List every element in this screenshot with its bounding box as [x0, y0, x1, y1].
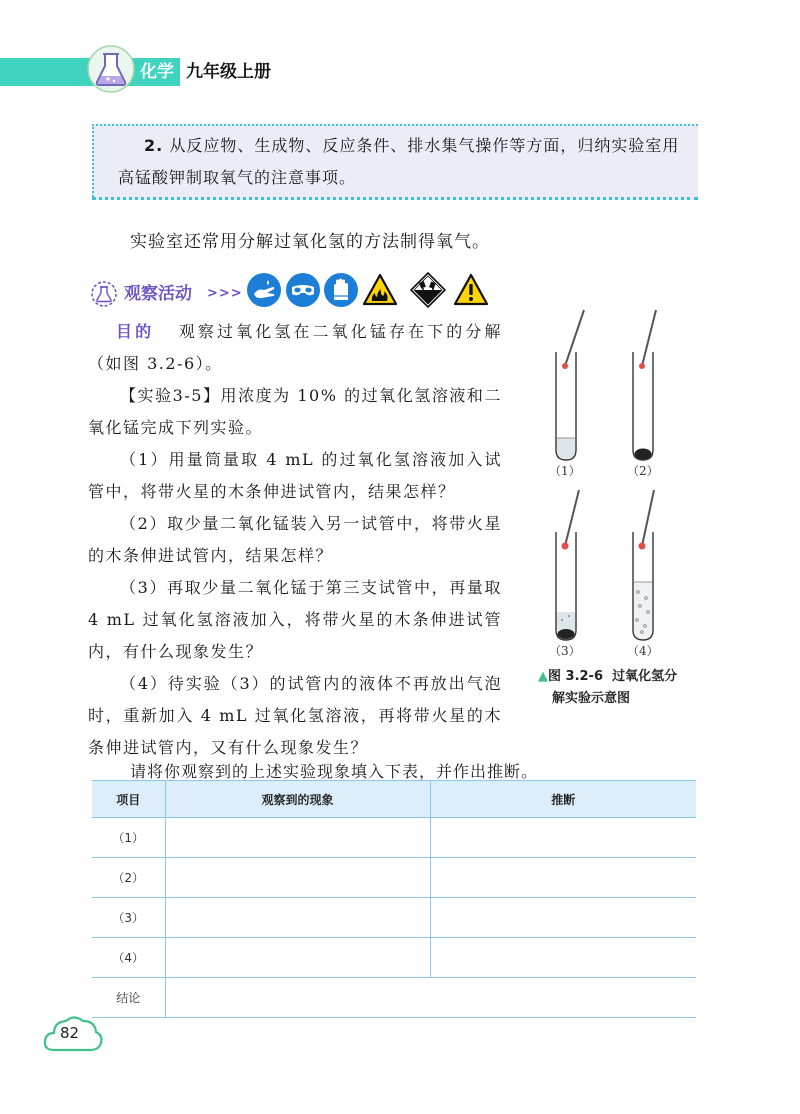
flask-logo-icon	[86, 44, 136, 94]
purpose-paragraph	[88, 316, 502, 380]
tube-label-1: （1）	[549, 464, 581, 478]
purpose-label: 目的	[116, 322, 155, 341]
test-tube-3	[556, 490, 579, 640]
table-row	[92, 818, 696, 858]
row-label-conclusion: 结论	[92, 978, 165, 1018]
caution-warning-icon	[453, 272, 489, 308]
intro-sentence: 实验室还常用分解过氧化氢的方法制得氧气。	[130, 232, 490, 252]
table-row	[92, 978, 696, 1018]
table-header-row	[92, 781, 696, 818]
row-label: （4）	[92, 938, 165, 978]
step-3: （3）再取少量二氧化锰于第三支试管中，再量取 4 mL 过氧化氢溶液加入，将带火星的木条伸进试管内，有什么现象发生？	[88, 578, 502, 661]
observed-cell[interactable]	[165, 858, 430, 898]
row-label: （3）	[92, 898, 165, 938]
table-row	[92, 858, 696, 898]
question-text-block	[118, 130, 690, 194]
table-row	[92, 898, 696, 938]
wash-hands-icon	[246, 272, 282, 308]
flammable-warning-icon	[362, 272, 398, 308]
table-row	[92, 938, 696, 978]
test-tube-2	[633, 310, 656, 460]
caption-arrow-icon: ▲	[538, 669, 548, 684]
observed-cell[interactable]	[165, 938, 430, 978]
observed-cell[interactable]	[165, 818, 430, 858]
activity-title: 观察活动	[124, 284, 192, 304]
question-text: 从反应物、生成物、反应条件、排水集气操作等方面，归纳实验室用高锰酸钾制取氧气的注意事项。	[118, 136, 680, 187]
tube-label-4: （4）	[627, 644, 659, 658]
inference-cell[interactable]	[430, 898, 696, 938]
test-tube-4	[633, 490, 654, 640]
test-tube-1	[556, 310, 584, 460]
gloves-icon	[323, 272, 359, 308]
figure-caption	[538, 666, 677, 710]
caption-line-2: 解实验示意图	[552, 691, 631, 706]
row-label: （1）	[92, 818, 165, 858]
question-number: 2.	[144, 136, 164, 155]
caption-number: 图 3.2-6	[548, 669, 603, 684]
step-2: （2）取少量二氧化锰装入另一试管中，将带火星的木条伸进试管内，结果怎样？	[88, 514, 502, 565]
tube-label-3: （3）	[549, 644, 581, 658]
main-text-column	[88, 316, 502, 764]
activity-arrows: >>>	[207, 286, 243, 301]
experiment-intro: 【实验3-5】用浓度为 10% 的过氧化氢溶液和二氧化锰完成下列实验。	[88, 386, 502, 437]
row-label: （2）	[92, 858, 165, 898]
header-item: 项目	[92, 781, 165, 818]
inference-cell[interactable]	[430, 938, 696, 978]
inference-cell[interactable]	[430, 818, 696, 858]
table-intro: 请将你观察到的上述实验现象填入下表，并作出推断。	[130, 762, 539, 781]
conclusion-cell[interactable]	[165, 978, 696, 1018]
header-grade: 九年级上册	[186, 62, 271, 82]
header-subject: 化学	[140, 62, 174, 82]
test-tube-figure	[536, 300, 706, 660]
activity-flask-icon	[91, 281, 117, 307]
corrosive-warning-icon	[410, 272, 446, 308]
caption-line-1: 过氧化氢分	[612, 669, 678, 684]
step-1: （1）用量筒量取 4 mL 的过氧化氢溶液加入试管中，将带火星的木条伸进试管内，结果怎样？	[88, 450, 502, 501]
purpose-text: 观察过氧化氢在二氧化锰存在下的分解（如图 3.2-6）。	[88, 322, 502, 373]
header-observed: 观察到的现象	[165, 781, 430, 818]
inference-cell[interactable]	[430, 858, 696, 898]
goggles-icon	[285, 272, 321, 308]
header-inference: 推断	[430, 781, 696, 818]
tube-label-2: （2）	[627, 464, 659, 478]
step-4: （4）待实验（3）的试管内的液体不再放出气泡时，重新加入 4 mL 过氧化氢溶液，再将带火星的木条伸进试管内，又有什么现象发生？	[88, 674, 502, 757]
observed-cell[interactable]	[165, 898, 430, 938]
page-number: 82	[60, 1024, 80, 1042]
observation-table	[92, 780, 696, 1018]
